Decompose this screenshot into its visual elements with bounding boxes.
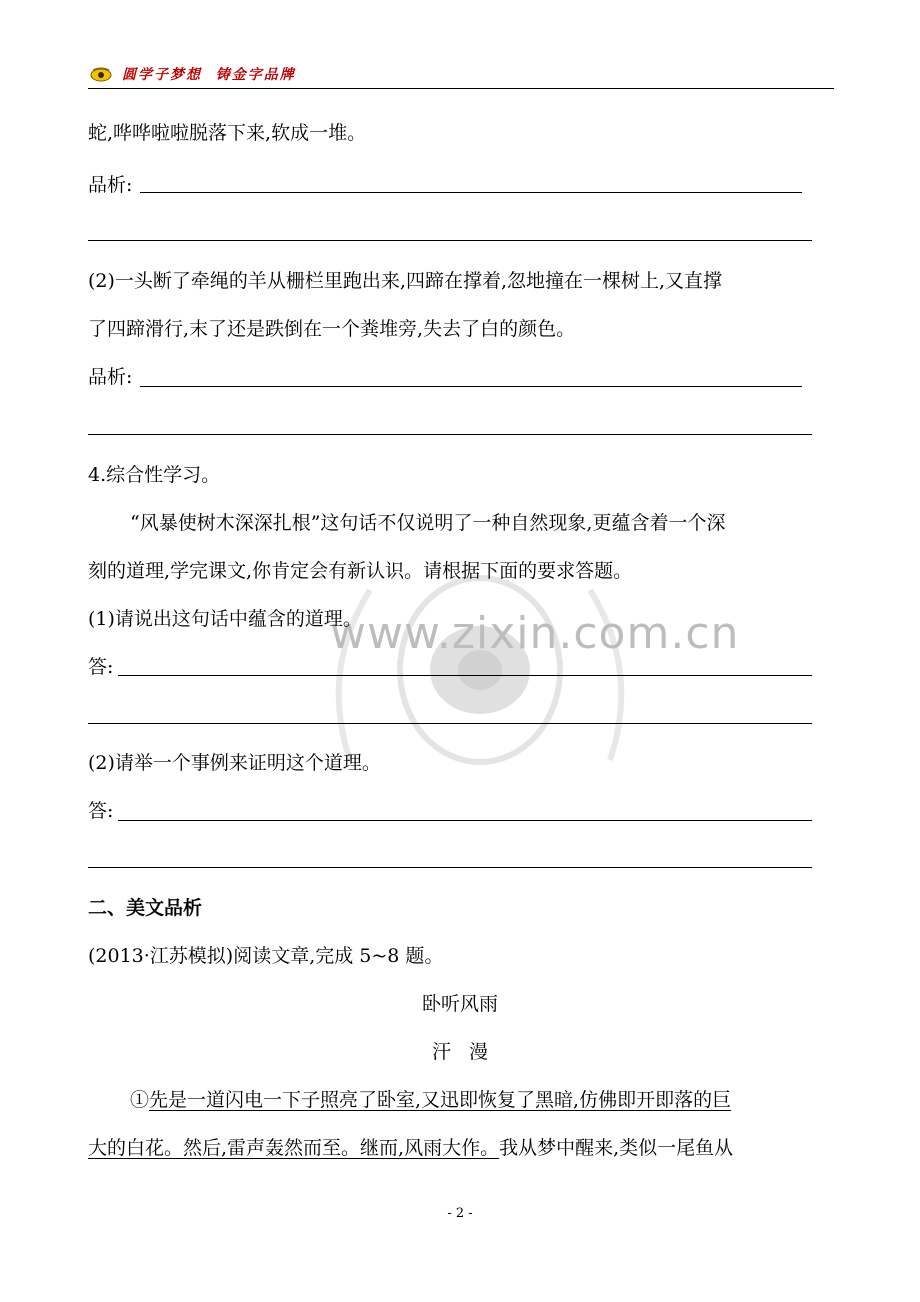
answer-line (118, 675, 812, 676)
watermark-text: www.zixin.com.cn (330, 608, 740, 659)
question-4-para2: 刻的道理,学完课文,你肯定会有新认识。请根据下面的要求答题。 (88, 560, 633, 582)
pinxi-label: 品析: (88, 366, 133, 388)
question-2-line1: (2)一头断了牵绳的羊从栅栏里跑出来,四蹄在撑着,忽地撞在一棵树上,又直撑 (88, 270, 723, 292)
header-slogan: 圆学子梦想 铸金字品牌 (122, 67, 296, 83)
answer-line (118, 820, 812, 821)
answer-line (88, 240, 812, 241)
pinxi-label: 品析: (88, 174, 133, 196)
page-header (88, 62, 834, 89)
text-line: 蛇,哗哗啦啦脱落下来,软成一堆。 (88, 122, 367, 144)
page-number: - 2 - (447, 1206, 473, 1221)
question-4-sub2: (2)请举一个事例来证明这个道理。 (88, 752, 381, 774)
answer-line (88, 723, 812, 724)
answer-label: 答: (88, 656, 114, 678)
answer-line (140, 386, 802, 387)
section-2-intro: (2013·江苏模拟)阅读文章,完成 5~8 题。 (88, 945, 444, 967)
question-4-title: 4.综合性学习。 (88, 464, 221, 486)
paragraph-marker: ① (130, 1089, 150, 1111)
article-author: 汗 漫 (431, 1041, 489, 1063)
question-4-sub1: (1)请说出这句话中蕴含的道理。 (88, 608, 362, 630)
question-4-para1: “风暴使树木深深扎根”这句话不仅说明了一种自然现象,更蕴含着一个深 (130, 512, 726, 534)
section-2-title: 二、美文品析 (88, 897, 203, 919)
underlined-sentence: 先是一道闪电一下子照亮了卧室,又迅即恢复了黑暗,仿佛即开即落的巨 (149, 1089, 732, 1111)
watermark-emblem (290, 560, 670, 780)
article-title: 卧听风雨 (421, 993, 498, 1015)
article-para1-line1 (130, 1087, 731, 1113)
answer-line (88, 434, 812, 435)
question-2-line2: 了四蹄滑行,末了还是跌倒在一个粪堆旁,失去了白的颜色。 (88, 318, 576, 340)
answer-label: 答: (88, 800, 114, 822)
underlined-sentence: 大的白花。然后,雷声轰然而至。继而,风雨大作。 (88, 1137, 500, 1159)
text-run: 我从梦中醒来,类似一尾鱼从 (499, 1137, 734, 1159)
logo-icon (90, 66, 112, 82)
answer-line (88, 867, 812, 868)
article-para1-line2 (88, 1135, 733, 1161)
answer-line (140, 192, 802, 193)
